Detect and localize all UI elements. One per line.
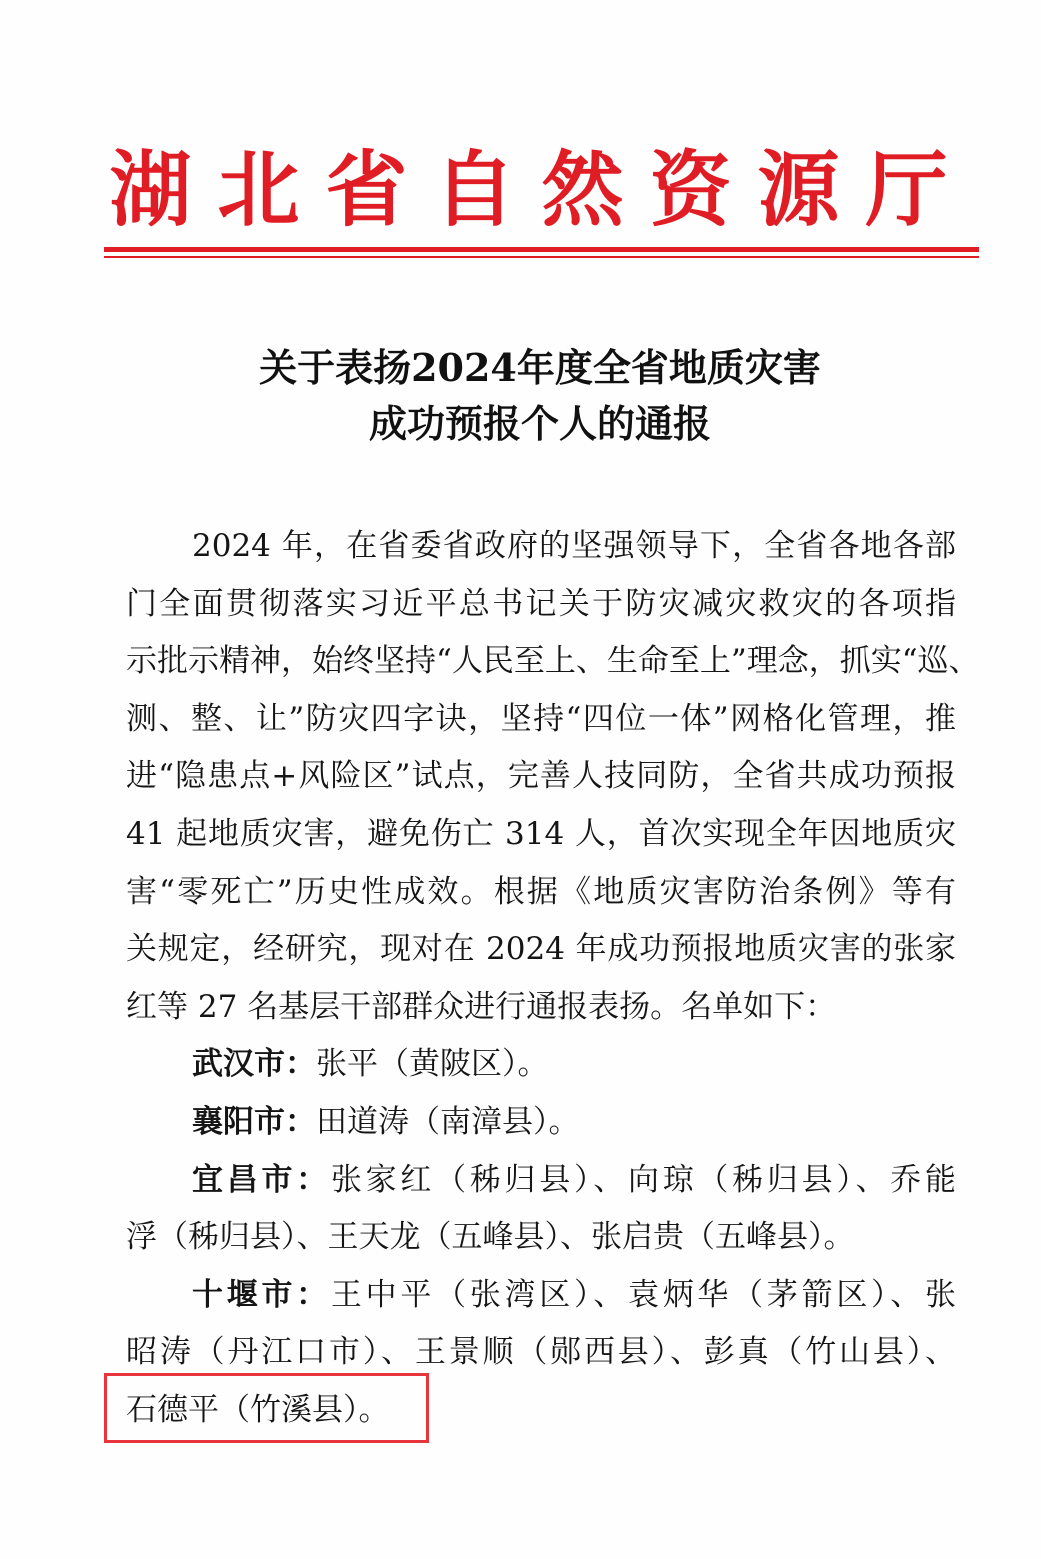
highlight-box-annotation (104, 1373, 429, 1443)
city-names-shiyan-line-3: 石德平（竹溪县）。 (126, 1391, 390, 1428)
body-line-7: 害“零死亡”历史性成效。根据《地质灾害防治条例》等有 (126, 873, 956, 910)
masthead-rule-thick (104, 247, 979, 252)
city-entry-yichang (126, 1152, 956, 1210)
city-entry-wuhan (126, 1036, 956, 1094)
body-line-4: 测、整、让”防灾四字诀，坚持“四位一体”网格化管理，推 (126, 700, 956, 737)
city-names-yichang-line-2: 浮（秭归县）、王天龙（五峰县）、张启贵（五峰县）。 (126, 1219, 855, 1256)
masthead-rule-thin (104, 256, 979, 258)
city-names-shiyan-line-2: 昭涛（丹江口市）、王景顺（郧西县）、彭真（竹山县）、 (126, 1334, 956, 1371)
body-line-2: 门全面贯彻落实习近平总书记关于防灾减灾救灾的各项指 (126, 585, 956, 622)
document-title-line-1: 关于表扬2024年度全省地质灾害 (259, 345, 821, 390)
city-name-wuhan: 武汉市： (192, 1046, 316, 1083)
body-line-6: 41 起地质灾害，避免伤亡 314 人，首次实现全年因地质灾 (126, 815, 956, 852)
document-title-line-2: 成功预报个人的通报 (368, 401, 711, 446)
document-title (120, 340, 960, 452)
city-entry-xiangyang (126, 1094, 956, 1152)
masthead-title: 湖北省自然资源厅 (109, 142, 974, 238)
city-names-xiangyang-line-1: 田道涛（南漳县）。 (316, 1103, 580, 1140)
city-name-yichang: 宜昌市： (192, 1161, 331, 1198)
city-entry-shiyan (126, 1267, 956, 1325)
body-line-8: 关规定，经研究，现对在 2024 年成功预报地质灾害的张家 (126, 931, 956, 968)
body-line-1: 2024 年，在省委省政府的坚强领导下，全省各地各部 (192, 528, 956, 564)
city-names-shiyan-line-1: 王中平（张湾区）、袁炳华（茅箭区）、张 (330, 1276, 957, 1313)
city-names-wuhan-line-1: 张平（黄陂区）。 (316, 1046, 549, 1083)
city-names-yichang-line-1: 张家红（秭归县）、向琼（秭归县）、乔能 (330, 1161, 957, 1198)
body-line-9: 红等 27 名基层干部群众进行通报表扬。名单如下： (126, 988, 837, 1025)
city-name-xiangyang: 襄阳市： (192, 1103, 316, 1140)
city-name-shiyan: 十堰市： (192, 1276, 331, 1313)
body-line-3: 示批示精神，始终坚持“人民至上、生命至上”理念，抓实“巡、 (126, 643, 980, 680)
body-line-5: 进“隐患点+风险区”试点，完善人技同防，全省共成功预报 (126, 758, 956, 795)
document-body (126, 518, 980, 1440)
